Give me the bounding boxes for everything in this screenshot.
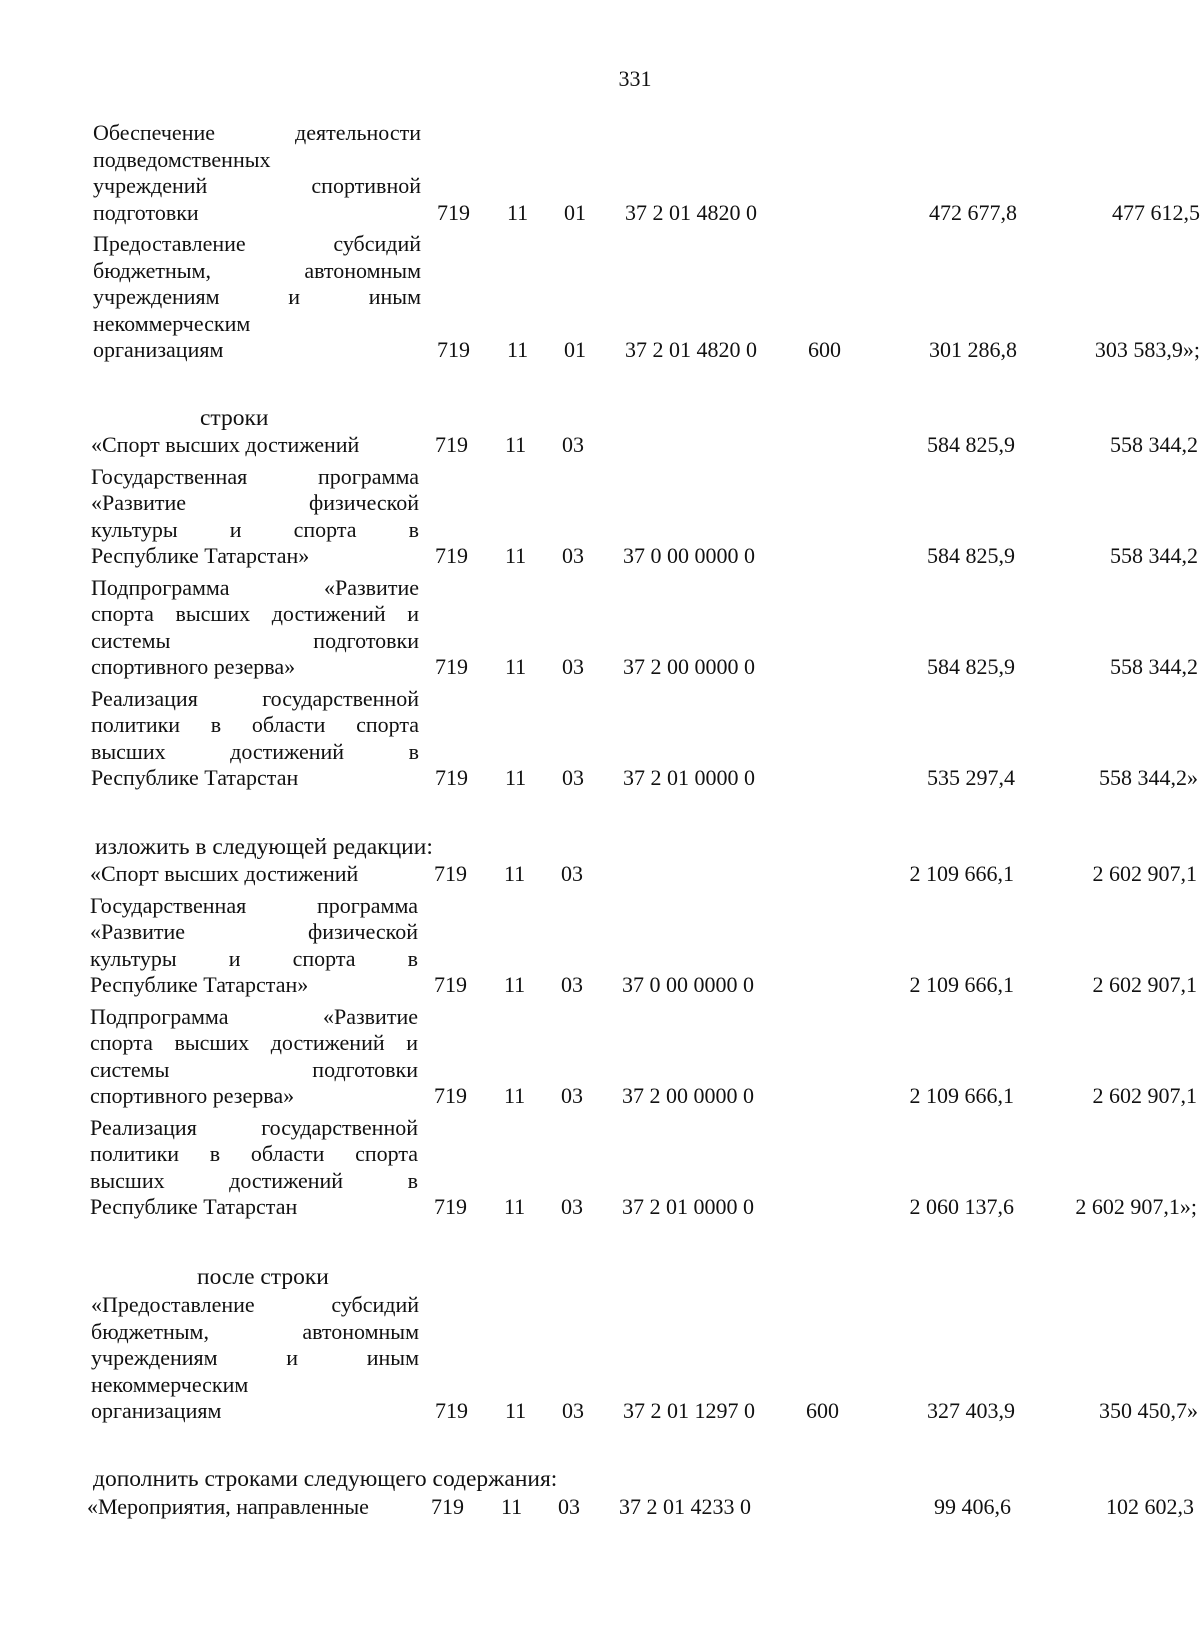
- row-name-line: Обеспечение деятельности: [93, 120, 421, 145]
- section-cell: 11: [504, 1194, 526, 1219]
- row-name-line: некоммерческим: [93, 310, 251, 336]
- row-name-line: бюджетным, автономным: [91, 1318, 419, 1344]
- row-name-line: «Спорт высших достижений: [91, 432, 360, 457]
- section-cell: 11: [505, 654, 527, 679]
- section-cell: 11: [504, 972, 526, 997]
- target-article-cell: 37 2 01 1297 0: [623, 1398, 755, 1423]
- row-name: [90, 1004, 418, 1110]
- row-name-line: культуры и спорта в: [91, 516, 419, 542]
- section-cell: 11: [505, 543, 527, 568]
- row-name-line: «Развитие физической: [91, 490, 419, 515]
- table-row: [0, 1115, 1197, 1221]
- row-name-line: организациям: [93, 337, 224, 362]
- section-cell: 11: [501, 1494, 523, 1519]
- row-name: [91, 464, 419, 570]
- expense-type-cell: 600: [808, 337, 841, 362]
- table-row: [0, 432, 1198, 459]
- target-article-cell: 37 0 00 0000 0: [622, 972, 754, 997]
- row-name-line: Подпрограмма «Развитие: [90, 1003, 418, 1029]
- sum-year1-cell: 535 297,4: [927, 765, 1015, 790]
- row-name-line: Республике Татарстан»: [90, 972, 309, 997]
- section-cell: 11: [507, 199, 529, 225]
- row-name: [91, 1292, 419, 1425]
- subsection-cell: 03: [562, 543, 584, 568]
- sum-year1-cell: 2 109 666,1: [909, 1083, 1014, 1108]
- code-cell: 719: [434, 861, 467, 886]
- target-article-cell: 37 2 01 0000 0: [622, 1194, 754, 1219]
- row-name: [91, 686, 419, 792]
- row-name: [90, 861, 418, 888]
- sum-year2-cell: 2 602 907,1: [1092, 972, 1197, 997]
- subsection-cell: 03: [562, 765, 584, 790]
- sum-year2-cell: 2 602 907,1: [1092, 861, 1197, 886]
- row-name: [90, 1115, 418, 1221]
- row-name-line: системы подготовки: [91, 627, 419, 653]
- row-name-line: Реализация государственной: [91, 685, 419, 711]
- row-name-line: Республике Татарстан: [91, 765, 299, 790]
- row-name-line: спорта высших достижений и: [90, 1030, 418, 1055]
- sum-year1-cell: 99 406,6: [934, 1494, 1011, 1519]
- row-name: [87, 1494, 415, 1521]
- sum-year1-cell: 584 825,9: [927, 654, 1015, 679]
- subsection-cell: 03: [562, 1398, 584, 1423]
- row-name-line: Реализация государственной: [90, 1114, 418, 1140]
- table-row: [0, 464, 1198, 570]
- subsection-cell: 03: [561, 1083, 583, 1108]
- target-article-cell: 37 2 01 4820 0: [625, 199, 757, 225]
- code-cell: 719: [435, 432, 468, 457]
- table-row: [0, 120, 1200, 226]
- row-name-line: спортивного резерва»: [91, 654, 296, 679]
- subsection-cell: 03: [562, 432, 584, 457]
- table-row: [0, 893, 1197, 999]
- sum-year1-cell: 2 109 666,1: [909, 972, 1014, 997]
- subsection-cell: 01: [564, 337, 586, 362]
- target-article-cell: 37 2 00 0000 0: [622, 1083, 754, 1108]
- subsection-cell: 01: [564, 199, 586, 225]
- sum-year1-cell: 2 060 137,6: [909, 1194, 1014, 1219]
- target-article-cell: 37 2 01 4233 0: [619, 1494, 751, 1519]
- sum-year2-cell: 2 602 907,1»;: [1075, 1194, 1197, 1219]
- expense-type-cell: 600: [806, 1398, 839, 1423]
- sum-year2-cell: 102 602,3: [1106, 1494, 1194, 1519]
- section-cell: 11: [505, 432, 527, 457]
- sum-year1-cell: 584 825,9: [927, 543, 1015, 568]
- row-name: [93, 231, 421, 364]
- table-row: [0, 1292, 1198, 1425]
- sum-year1-cell: 584 825,9: [927, 432, 1015, 457]
- row-name: [90, 893, 418, 999]
- target-article-cell: 37 2 01 4820 0: [625, 337, 757, 362]
- row-name-line: подведомственных: [93, 146, 271, 172]
- section-cell: 11: [505, 1398, 527, 1423]
- code-cell: 719: [435, 543, 468, 568]
- heading-dopolnit: дополнить строками следующего содержания:: [93, 1466, 558, 1492]
- row-name-line: учреждений спортивной: [93, 173, 421, 198]
- row-name-line: «Мероприятия, направленные: [87, 1494, 369, 1519]
- subsection-cell: 03: [558, 1494, 580, 1519]
- row-name-line: системы подготовки: [90, 1056, 418, 1082]
- row-name: [93, 120, 421, 226]
- sum-year2-cell: 558 344,2»: [1099, 765, 1198, 790]
- row-name-line: политики в области спорта: [90, 1141, 418, 1166]
- row-name-line: учреждениям и иным: [93, 284, 421, 309]
- table-row: [0, 231, 1200, 364]
- sum-year2-cell: 558 344,2: [1110, 432, 1198, 457]
- code-cell: 719: [435, 765, 468, 790]
- row-name-line: Государственная программа: [91, 463, 419, 489]
- sum-year2-cell: 477 612,5: [1112, 199, 1200, 225]
- row-name-line: подготовки: [93, 199, 199, 225]
- heading-izlozhit: изложить в следующей редакции:: [95, 834, 433, 860]
- code-cell: 719: [434, 1194, 467, 1219]
- sum-year2-cell: 350 450,7»: [1099, 1398, 1198, 1423]
- row-name-line: «Развитие физической: [90, 919, 418, 944]
- row-name-line: высших достижений в: [91, 738, 419, 764]
- sum-year2-cell: 558 344,2: [1110, 654, 1198, 679]
- table-row: [0, 686, 1198, 792]
- row-name: [91, 432, 419, 459]
- row-name: [91, 575, 419, 681]
- row-name-line: «Предоставление субсидий: [91, 1292, 419, 1317]
- table-row: [0, 861, 1197, 888]
- sum-year1-cell: 301 286,8: [929, 337, 1017, 362]
- row-name-line: Республике Татарстан: [90, 1194, 298, 1219]
- code-cell: 719: [431, 1494, 464, 1519]
- heading-stroki: строки: [200, 405, 269, 431]
- row-name-line: организациям: [91, 1398, 222, 1423]
- code-cell: 719: [435, 1398, 468, 1423]
- target-article-cell: 37 0 00 0000 0: [623, 543, 755, 568]
- section-cell: 11: [504, 1083, 526, 1108]
- subsection-cell: 03: [561, 861, 583, 886]
- row-name-line: Подпрограмма «Развитие: [91, 574, 419, 600]
- target-article-cell: 37 2 01 0000 0: [623, 765, 755, 790]
- code-cell: 719: [434, 972, 467, 997]
- row-name-line: Предоставление субсидий: [93, 231, 421, 256]
- target-article-cell: 37 2 00 0000 0: [623, 654, 755, 679]
- row-name-line: спортивного резерва»: [90, 1083, 295, 1108]
- code-cell: 719: [435, 654, 468, 679]
- section-cell: 11: [505, 765, 527, 790]
- table-row: [0, 1004, 1197, 1110]
- code-cell: 719: [434, 1083, 467, 1108]
- subsection-cell: 03: [561, 972, 583, 997]
- code-cell: 719: [437, 337, 470, 362]
- row-name-line: высших достижений в: [90, 1167, 418, 1193]
- table-row: [0, 1494, 1194, 1521]
- row-name-line: бюджетным, автономным: [93, 257, 421, 283]
- sum-year1-cell: 2 109 666,1: [909, 861, 1014, 886]
- section-cell: 11: [504, 861, 526, 886]
- sum-year2-cell: 303 583,9»;: [1094, 337, 1200, 362]
- row-name-line: некоммерческим: [91, 1371, 249, 1397]
- section-cell: 11: [507, 337, 529, 362]
- subsection-cell: 03: [561, 1194, 583, 1219]
- row-name-line: культуры и спорта в: [90, 945, 418, 971]
- row-name-line: Государственная программа: [90, 892, 418, 918]
- row-name-line: политики в области спорта: [91, 712, 419, 737]
- sum-year2-cell: 558 344,2: [1110, 543, 1198, 568]
- heading-posle: после строки: [197, 1264, 329, 1290]
- sum-year1-cell: 327 403,9: [927, 1398, 1015, 1423]
- subsection-cell: 03: [562, 654, 584, 679]
- row-name-line: «Спорт высших достижений: [90, 861, 359, 886]
- row-name-line: спорта высших достижений и: [91, 601, 419, 626]
- sum-year1-cell: 472 677,8: [929, 199, 1017, 225]
- row-name-line: учреждениям и иным: [91, 1345, 419, 1370]
- table-row: [0, 575, 1198, 681]
- row-name-line: Республике Татарстан»: [91, 543, 310, 568]
- page-number: 331: [618, 66, 652, 91]
- sum-year2-cell: 2 602 907,1: [1092, 1083, 1197, 1108]
- code-cell: 719: [437, 199, 470, 225]
